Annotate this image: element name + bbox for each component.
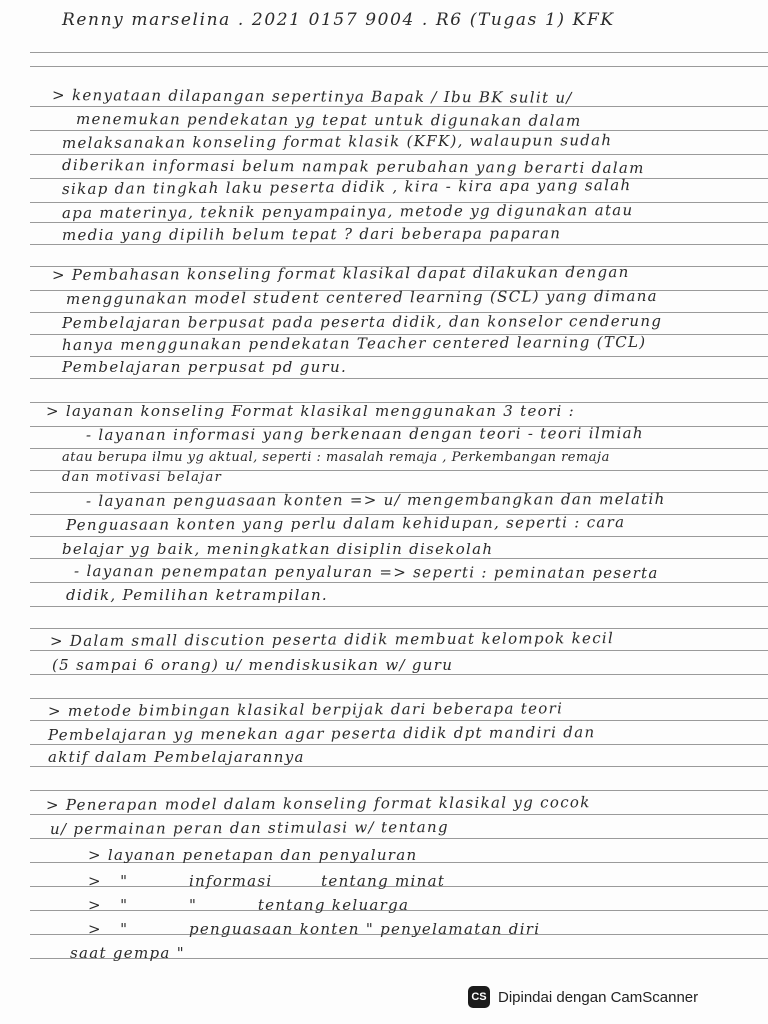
- text-line: atau berupa ilmu yg aktual, seperti : masalah remaja , Perkembangan remaja: [62, 450, 610, 465]
- text-line: diberikan informasi belum nampak perubahan yang berarti dalam: [62, 156, 645, 178]
- text-line: menggunakan model student centered learning (SCL) yang dimana: [65, 286, 658, 308]
- text-line: saat gempa ": [70, 944, 185, 962]
- text-line: - layanan penempatan penyaluran => seperti : peminatan peserta: [74, 562, 659, 583]
- text-line: (5 sampai 6 orang) u/ mendiskusikan w/ guru: [52, 656, 454, 674]
- camscanner-watermark: [468, 980, 758, 1014]
- text-line: apa materinya, teknik penyampainya, metode yg digunakan atau: [61, 201, 634, 222]
- text-line: dan motivasi belajar: [62, 470, 223, 485]
- text-line: Pembelajaran perpusat pd guru.: [62, 358, 348, 376]
- text-line: > Dalam small discution peserta didik membuat kelompok kecil: [49, 629, 615, 650]
- text-line: hanya menggunakan pendekatan Teacher centered learning (TCL): [61, 332, 647, 354]
- header-line: Renny marselina . 2021 0157 9004 . R6 (Tugas 1) KFK: [62, 10, 615, 30]
- text-line: sikap dan tingkah laku peserta didik , kira - kira apa yang salah: [61, 176, 632, 198]
- text-line: Pembelajaran yg menekan agar peserta didik dpt mandiri dan: [47, 723, 596, 744]
- text-line: media yang dipilih belum tepat ? dari beberapa paparan: [61, 224, 562, 244]
- text-line: - layanan penguasaan konten => u/ mengembangkan dan melatih: [85, 489, 666, 510]
- camscanner-icon: CS: [468, 986, 490, 1008]
- text-line: Pembelajaran berpusat pada peserta didik, dan konselor cenderung: [61, 311, 663, 332]
- camscanner-text: Dipindai dengan CamScanner: [498, 988, 699, 1006]
- text-line: melaksanakan konseling format klasik (KFK), walaupun sudah: [61, 131, 613, 152]
- text-line: aktif dalam Pembelajarannya: [48, 748, 305, 766]
- text-line: menemukan pendekatan yg tepat untuk digunakan dalam: [76, 110, 582, 130]
- text-line: > " informasi tentang minat: [88, 872, 446, 890]
- text-line: > kenyataan dilapangan sepertinya Bapak / Ibu BK sulit u/: [52, 86, 573, 107]
- text-line: > layanan penetapan dan penyaluran: [88, 846, 418, 864]
- text-line: > layanan konseling Format klasikal menggunakan 3 teori :: [46, 402, 576, 420]
- text-line: > Pembahasan konseling format klasikal dapat dilakukan dengan: [51, 262, 630, 284]
- text-line: - layanan informasi yang berkenaan dengan teori - teori ilmiah: [85, 424, 644, 444]
- text-line: > metode bimbingan klasikal berpijak dari beberapa teori: [47, 699, 564, 720]
- text-line: > " " tentang keluarga: [88, 896, 410, 914]
- text-line: u/ permainan peran dan stimulasi w/ tentang: [49, 817, 449, 838]
- text-line: Penguasaan konten yang perlu dalam kehidupan, seperti : cara: [65, 513, 626, 534]
- text-line: belajar yg baik, meningkatkan disiplin disekolah: [62, 540, 494, 558]
- text-line: didik, Pemilihan ketrampilan.: [66, 586, 328, 604]
- text-line: > " penguasaan konten " penyelamatan diri: [88, 920, 541, 938]
- text-line: > Penerapan model dalam konseling format klasikal yg cocok: [45, 793, 591, 814]
